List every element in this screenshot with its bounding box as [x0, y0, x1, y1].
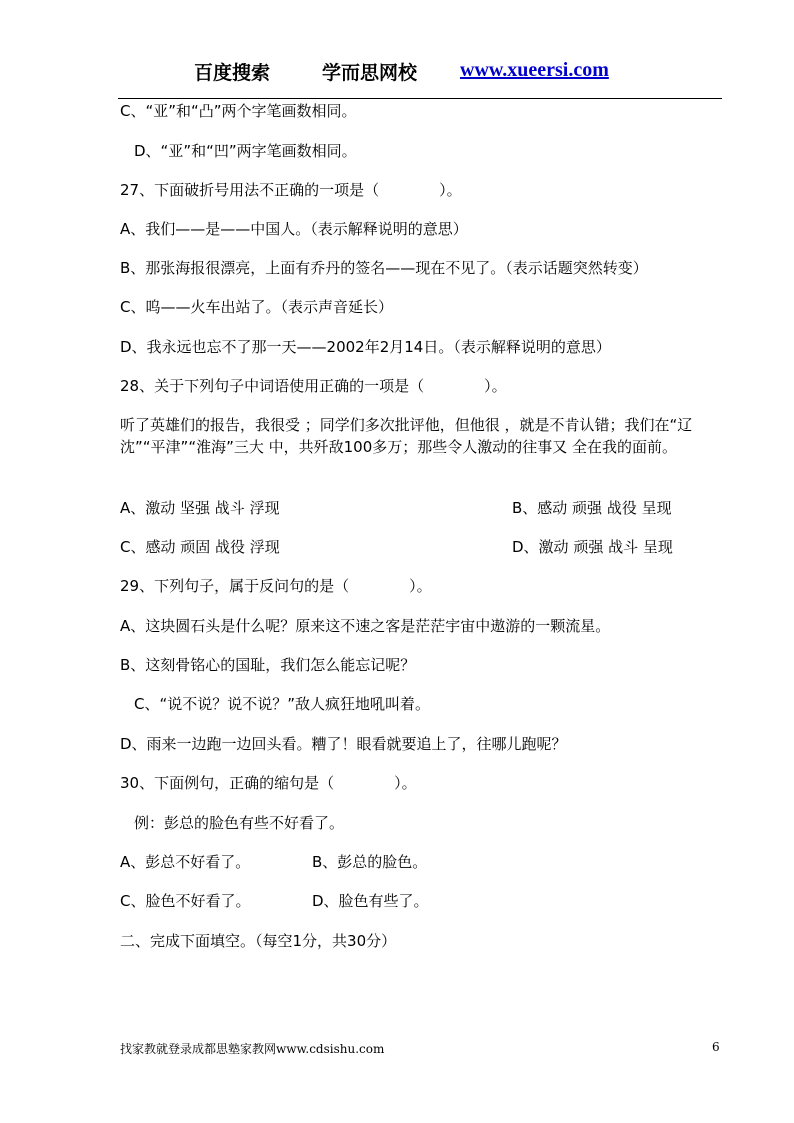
header-baidu-search: 百度搜索 — [194, 62, 271, 84]
footer-text: 找家教就登录成都思塾家教网www.cdsishu.com — [120, 1042, 385, 1056]
question-27: 27、下面破折号用法不正确的一项是（ ）。 — [120, 181, 462, 199]
q28-option-d: D、激动 顽强 战斗 呈现 — [512, 538, 673, 556]
header-rule — [118, 98, 722, 99]
option-d-line: D、“亚”和“凹”两字笔画数相同。 — [134, 142, 357, 160]
q30-option-b: B、彭总的脸色。 — [312, 853, 428, 871]
q30-option-d: D、脸色有些了。 — [312, 892, 429, 910]
q27-option-a: A、我们——是——中国人。（表示解释说明的意思） — [120, 220, 468, 238]
option-c-line: C、“亚”和“凸”两个字笔画数相同。 — [120, 102, 357, 120]
question-28: 28、关于下列句子中词语使用正确的一项是（ ）。 — [120, 377, 507, 395]
q28-option-b: B、感动 顽强 战役 呈现 — [512, 499, 672, 517]
q27-option-b: B、那张海报很漂亮，上面有乔丹的签名——现在不见了。（表示话题突然转变） — [120, 259, 648, 277]
q29-option-b: B、这刻骨铭心的国耻，我们怎么能忘记呢？ — [120, 656, 416, 674]
section-2-heading: 二、完成下面填空。（每空1分，共30分） — [120, 932, 397, 950]
q28-option-c: C、感动 顽固 战役 浮现 — [120, 538, 280, 556]
q29-option-d: D、雨来一边跑一边回头看。糟了！眼看就要追上了，往哪儿跑呢？ — [120, 735, 567, 753]
question-30: 30、下面例句，正确的缩句是（ ）。 — [120, 774, 417, 792]
q30-option-a: A、彭总不好看了。 — [120, 853, 251, 871]
q30-option-c: C、脸色不好看了。 — [120, 892, 251, 910]
q30-example: 例：彭总的脸色有些不好看了。 — [134, 814, 345, 832]
page-number: 6 — [712, 1040, 720, 1054]
q28-option-a: A、激动 坚强 战斗 浮现 — [120, 499, 280, 517]
q29-option-a: A、这块圆石头是什么呢？原来这不速之客是茫茫宇宙中遨游的一颗流星。 — [120, 617, 611, 635]
q27-option-c: C、呜——火车出站了。（表示声音延长） — [120, 298, 393, 316]
header-website-link[interactable]: www.xueersi.com — [460, 59, 609, 81]
question-29: 29、下列句子，属于反问句的是（ ）。 — [120, 577, 432, 595]
q29-option-c: C、“说不说？说不说？”敌人疯狂地吼叫着。 — [134, 695, 431, 713]
q27-option-d: D、我永远也忘不了那一天——2002年2月14日。（表示解释说明的意思） — [120, 338, 611, 356]
q28-passage: 听了英雄们的报告，我很受 ；同学们多次批评他，但他很 ，就是不肯认错；我们在“辽沈”“平津”“淮海”三大 中，共歼敌100多万；那些令人激动的往事又 全在我的面前。 — [120, 416, 693, 456]
header-xueersi-school: 学而思网校 — [322, 62, 418, 84]
